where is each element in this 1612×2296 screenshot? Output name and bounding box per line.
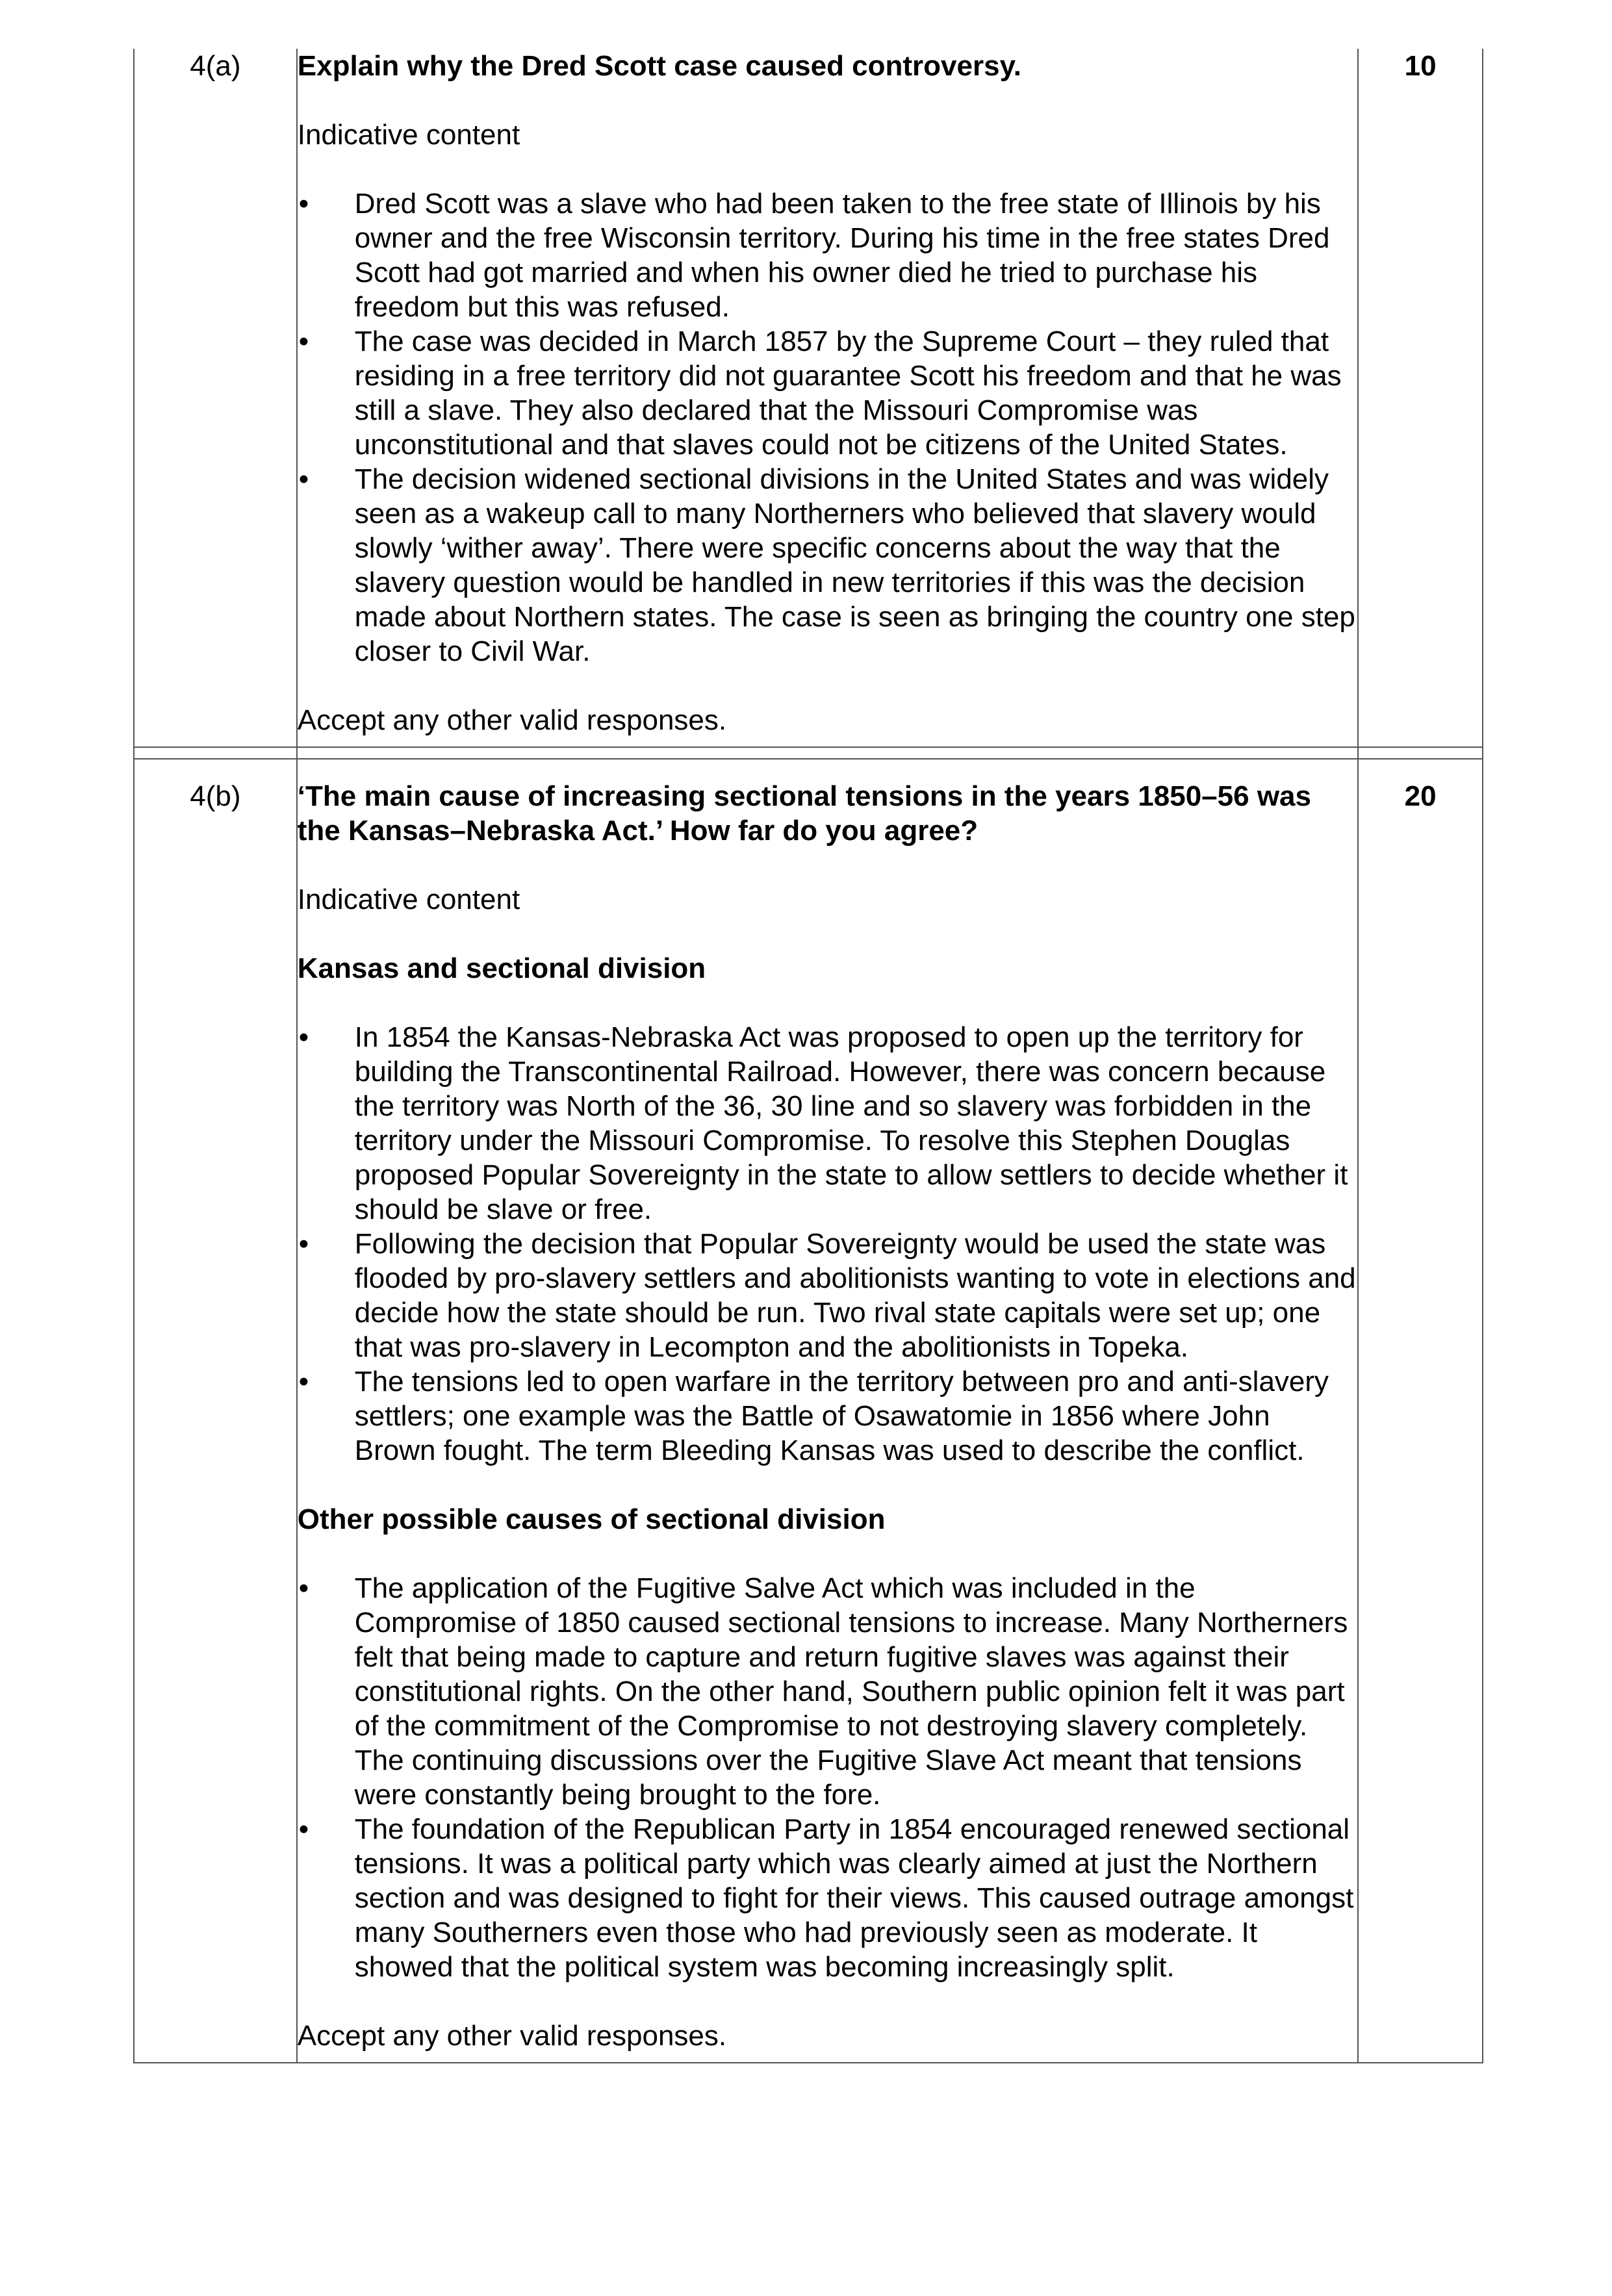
answer-cell [297,49,1358,747]
question-number: 4(a) [134,49,297,747]
list-item [298,1364,1357,1468]
bullet-icon: • [298,1021,309,1053]
list-item [298,1571,1357,1812]
section-heading: Kansas and sectional division [297,952,706,984]
list-item [298,1227,1357,1364]
mark-scheme-table [133,49,1483,2063]
bullet-icon: • [298,188,309,220]
bullet-list [298,1571,1357,1984]
indicative-content-label: Indicative content [297,119,520,151]
bullet-icon: • [298,1228,309,1260]
bullet-icon: • [298,463,309,495]
bullet-text: Dred Scott was a slave who had been taken to the free state of Illinois by his owner and the free Wisconsin territory. During his time in the free states Dred Scott had got married and when his owner died he tried to purchase his freedom but this was refused. [354,188,1330,323]
list-item [298,462,1357,669]
bullet-text: In 1854 the Kansas-Nebraska Act was proposed to open up the territory for building the Transcontinental Railroad. However, there was concern because the territory was North of the 36, 30 line and so slavery was forbidden in the territory under the Missouri Compromise. To resolve this Stephen Douglas proposed Popular Sovereignty in the state to allow settlers to decide whether it should be slave or free. [354,1021,1348,1225]
bullet-icon: • [298,1813,309,1845]
bullet-text: The decision widened sectional divisions in the United States and was widely seen as a wakeup call to many Northerners who believed that slavery would slowly ‘wither away’. There were specific concerns about the way that the slavery question would be handled in new territories if this was the decision made about Northern states. The case is seen as bringing the country one step closer to Civil War. [354,463,1355,667]
bullet-text: The case was decided in March 1857 by the Supreme Court – they ruled that residing in a free territory did not guarantee Scott his freedom and that he was still a slave. They also declared that the Missouri Compromise was unconstitutional and that slaves could not be citizens of the United States. [354,325,1342,461]
list-item [298,186,1357,324]
question-prompt: ‘The main cause of increasing sectional tensions in the years 1850–56 was the Kansas–Nebraska Act.’ How far do you agree? [297,780,1311,847]
bullet-text: The application of the Fugitive Salve Act which was included in the Compromise of 1850 caused sectional tensions to increase. Many Northerners felt that being made to capture and return fugitive slaves was against their constitutional rights. On the other hand, Southern public opinion felt it was part of the commitment of the Compromise to not destroying slavery completely. The continuing discussions over the Fugitive Slave Act meant that tensions were constantly being brought to the fore. [354,1572,1348,1811]
bullet-icon: • [298,1366,309,1397]
bullet-text: The tensions led to open warfare in the territory between pro and anti-slavery settlers; one example was the Battle of Osawatomie in 1856 where John Brown fought. The term Bleeding Kansas was used to describe the conflict. [354,1366,1329,1466]
question-row-4a [134,49,1483,747]
bullet-list [298,1020,1357,1468]
section-heading: Other possible causes of sectional division [297,1503,886,1535]
list-item [298,324,1357,462]
list-item [298,1812,1357,1984]
marks-value: 10 [1358,49,1483,747]
question-row-4b [134,759,1483,2063]
bullet-list [298,186,1357,669]
question-prompt: Explain why the Dred Scott case caused controversy. [297,50,1022,82]
row-divider [134,747,1483,759]
bullet-icon: • [298,325,309,357]
indicative-content-label: Indicative content [297,884,520,915]
closing-note: Accept any other valid responses. [297,2020,727,2052]
bullet-icon: • [298,1572,309,1604]
marks-value: 20 [1358,759,1483,2063]
question-number: 4(b) [134,759,297,2063]
bullet-text: Following the decision that Popular Sovereignty would be used the state was flooded by pro-slavery settlers and abolitionists wanting to vote in elections and decide how the state should be run. Two rival state capitals were set up; one that was pro-slavery in Lecompton and the abolitionists in Topeka. [354,1228,1356,1363]
closing-note: Accept any other valid responses. [297,704,727,736]
bullet-text: The foundation of the Republican Party in 1854 encouraged renewed sectional tensions. It was a political party which was clearly aimed at just the Northern section and was designed to fight for their views. This caused outrage amongst many Southerners even those who had previously seen as moderate. It showed that the political system was becoming increasingly split. [354,1813,1354,1983]
list-item [298,1020,1357,1227]
answer-cell [297,759,1358,2063]
